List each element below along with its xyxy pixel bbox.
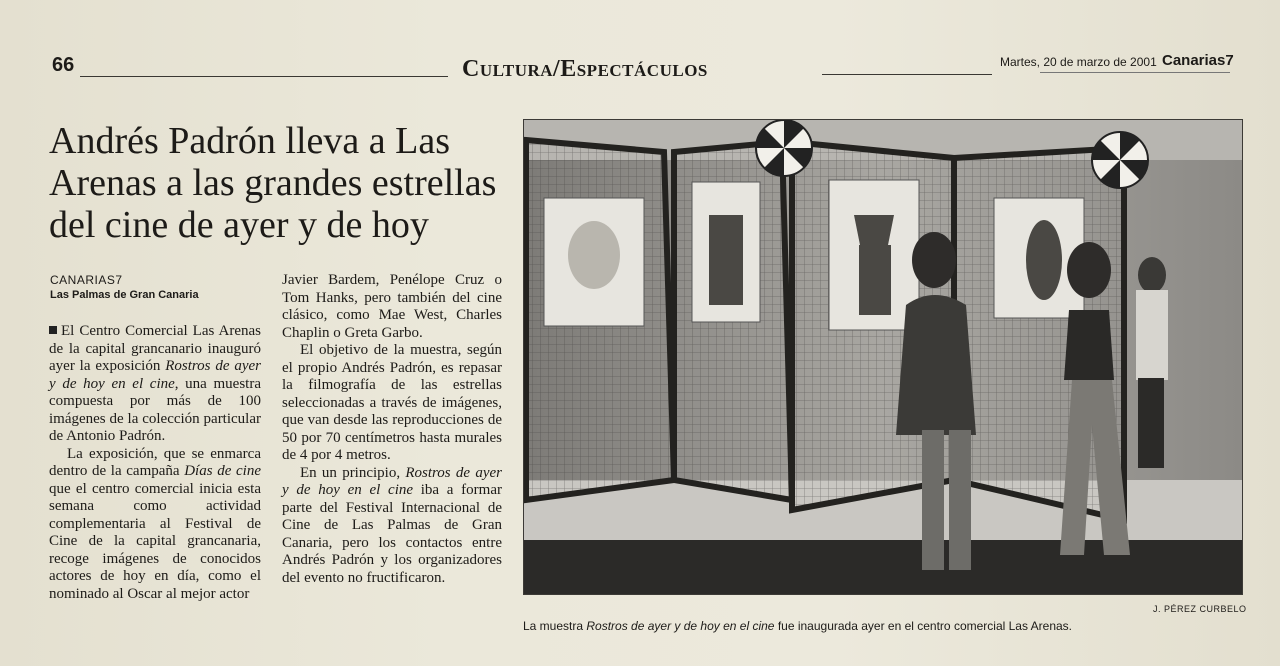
- photo-credit: J. PÉREZ CURBELO: [1153, 604, 1247, 614]
- paragraph: El objetivo de la muestra, según el propio Andrés Padrón, es repasar la filmografía de las estrellas seleccionadas a través de imágenes, que van desde las reproducciones de 50 por 70 centímetros hasta murales de 4 por 4 metros.: [282, 342, 502, 463]
- article-agency: CANARIAS7: [50, 273, 123, 287]
- exhibition-title: Rostros de ayer y de hoy en el cine: [586, 619, 775, 633]
- section-title: Cultura/Espectáculos: [462, 56, 708, 82]
- brand-name: Canarias7: [1162, 52, 1234, 69]
- photo-caption: [523, 619, 1243, 633]
- text-run: En un principio,: [300, 464, 406, 481]
- paragraph: [49, 323, 261, 446]
- issue-date: Martes, 20 de marzo de 2001: [1000, 55, 1157, 69]
- text-run: iba a formar parte del Festival Internacional de Cine de Las Palmas de Gran Canaria, pero los contactos entre Andrés Padrón y los organizadores del evento no fructificaron.: [282, 482, 502, 586]
- article-column-1: [49, 323, 261, 603]
- exhibition-title: Rostros de ayer y de hoy en el cine: [49, 358, 261, 392]
- header-rule-right: [822, 74, 992, 75]
- article-place: Las Palmas de Gran Canaria: [50, 289, 199, 301]
- article-column-2: [282, 272, 502, 587]
- text-run: , una muestra compuesta por más de 100 imágenes de la colección particular de Antonio Padrón.: [49, 375, 261, 444]
- text-run: La muestra: [523, 619, 587, 633]
- text-run: fue inaugurada ayer en el centro comercial Las Arenas.: [774, 619, 1072, 633]
- page-number: 66: [52, 54, 75, 76]
- paragraph: [49, 446, 261, 604]
- paragraph: Javier Bardem, Penélope Cruz o Tom Hanks, pero también del cine clásico, como Mae West, Charles Chaplin o Greta Garbo.: [282, 272, 502, 341]
- text-run: El Centro Comercial Las Arenas de la capital grancanario inauguró ayer la exposición: [49, 323, 261, 374]
- text-run: que el centro comercial inicia esta semana como actividad complementaria al Festival de Cine de la capital grancanaria, recoge imágenes de conocidos actores de hoy en día, como el nominado al Oscar al mejor actor: [49, 480, 261, 602]
- bullet-square-icon: [49, 326, 57, 334]
- header-rule-brand: [1040, 72, 1230, 73]
- campaign-title: Días de cine: [184, 463, 261, 479]
- text-run: La exposición, que se enmarca dentro de la campaña: [49, 445, 261, 479]
- header-rule-left: [80, 76, 448, 77]
- exhibition-photo: [523, 119, 1243, 595]
- paragraph: [282, 465, 502, 588]
- article-headline: Andrés Padrón lleva a Las Arenas a las grandes estrellas del cine de ayer y de hoy: [49, 120, 497, 246]
- exhibition-photo-illustration: [524, 120, 1242, 594]
- exhibition-title: Rostros de ayer y de hoy en el cine: [282, 464, 502, 498]
